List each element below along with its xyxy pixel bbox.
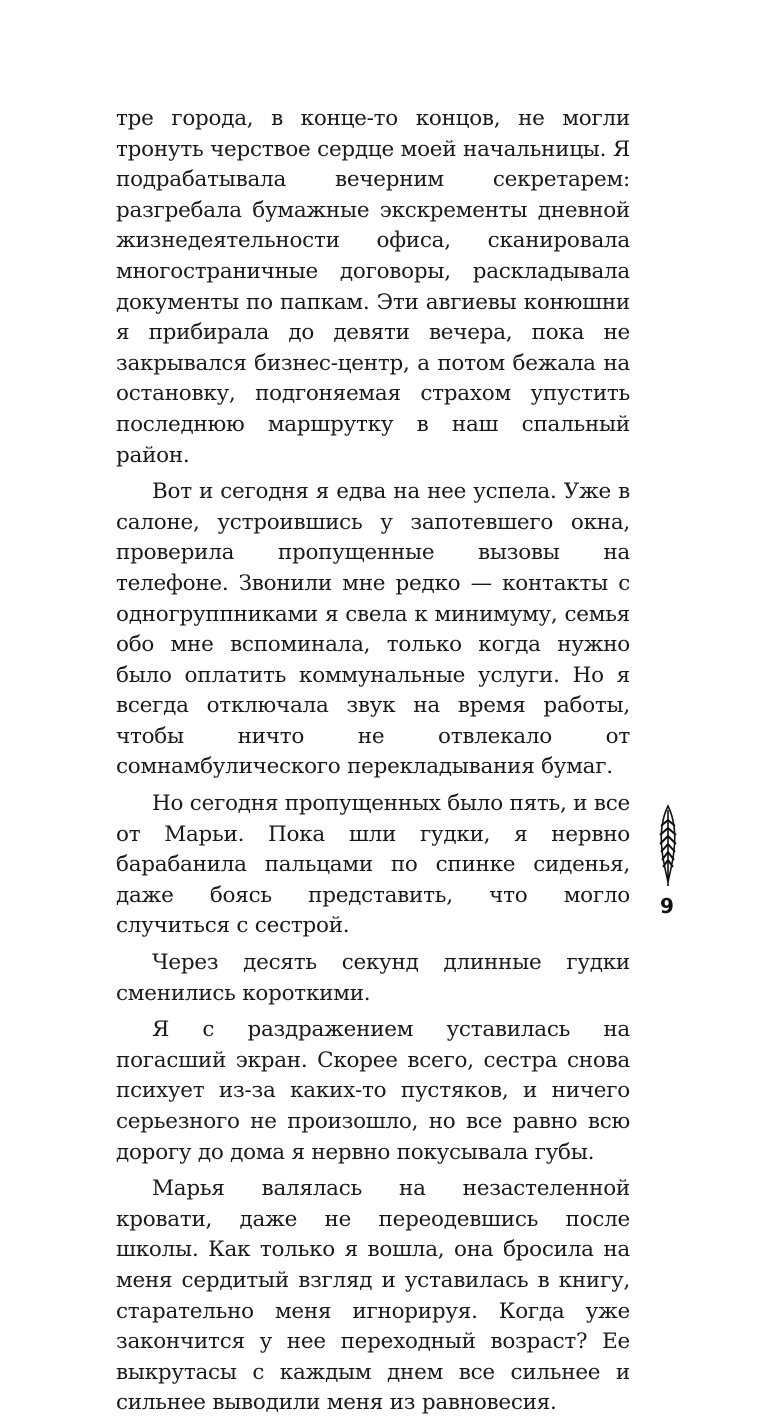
paragraph-5: Я с раздражением уставилась на погасший экран. Скорее всего, сестра снова психует из-за каких-то пустяков, и ничего серьезного не произошло, но все равно всю дорогу до дома я нервно покусывала губы.	[116, 1017, 630, 1165]
page-number: 9	[660, 894, 674, 918]
paragraph-6: Марья валялась на незастеленной кровати, даже не переодевшись после школы. Как только я вошла, она бросила на меня сердитый взгляд и уставилась в книгу, старательно меня игнорируя. Когда уже закончится у нее переходный возраст? Ее выкрутасы с каждым днем все сильнее и сильнее выводили меня из равновесия.	[116, 1176, 630, 1416]
paragraph-3: Но сегодня пропущенных было пять, и все от Марьи. Пока шли гудки, я нервно барабанила пальцами по спинке сиденья, даже боясь представить, что могло случиться с сестрой.	[116, 791, 630, 939]
paragraph-2: Вот и сегодня я едва на нее успела. Уже в салоне, устроившись у запотевшего окна, проверила пропущенные вызовы на телефоне. Звонили мне редко — контакты с одногруппниками я свела к минимуму, семья обо мне вспоминала, только когда нужно было оплатить коммунальные услуги. Но я всегда отключала звук на время работы, чтобы ничто не отвлекало от сомнамбулического перекладывания бумаг.	[116, 479, 630, 780]
page-body-text	[116, 104, 630, 1419]
paragraph-1: тре города, в конце-то концов, не могли тронуть черствое сердце моей начальницы. Я подрабатывала вечерним секретарем: разгребала бумажные экскременты дневной жизнедеятельности офиса, сканировала многостраничные договоры, раскладывала документы по папкам. Эти авгиевы конюшни я прибирала до девяти вечера, пока не закрывался бизнес-центр, а потом бежала на остановку, подгоняемая страхом упустить последнюю маршрутку в наш спальный район.	[116, 106, 630, 468]
feather-icon	[654, 804, 682, 888]
paragraph-4: Через десять секунд длинные гудки сменились короткими.	[116, 950, 630, 1006]
